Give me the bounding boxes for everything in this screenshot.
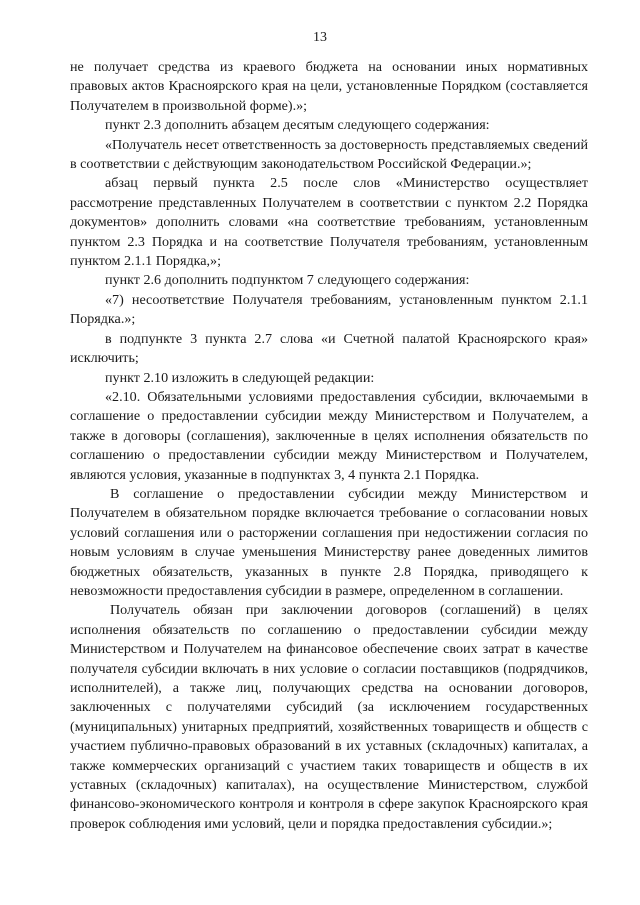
document-body <box>70 58 588 834</box>
page-number: 13 <box>313 30 327 45</box>
paragraph: пункт 2.3 дополнить абзацем десятым следующего содержания: <box>105 117 490 134</box>
paragraph: пункт 2.6 дополнить подпунктом 7 следующего содержания: <box>105 272 470 289</box>
paragraph: В соглашение о предоставлении субсидии между Министерством и Получателем в обязательном порядке включается требование о согласовании новых условий соглашения или о расторжении соглашения при недостижении согласия по новым условиям в случае уменьшения Министерству ранее доведенных лимитов бюджетных обязательств, указанных в пункте 2.8 Порядка, приводящего к невозможности предоставления субсидии в размере, определенном в соглашении. <box>70 485 588 599</box>
paragraph: абзац первый пункта 2.5 после слов «Министерство осуществляет рассмотрение представленных Получателем в соответствии с пунктом 2.2 Порядка документов» дополнить словами «на соответствие требованиям, установленным пунктом 2.3 Порядка и на соответствие Получателя требованиям, установленным пунктом 2.1.1 Порядка,»; <box>70 175 588 270</box>
paragraph: «2.10. Обязательными условиями предоставления субсидии, включаемыми в соглашение о предоставлении субсидии между Министерством и Получателем, а также в договоры (соглашения), заключенные в целях исполнения обязательств по соглашению о предоставлении субсидии между Министерством и Получателем, являются условия, указанные в подпунктах 3, 4 пункта 2.1 Порядка. <box>70 388 588 483</box>
paragraph: «Получатель несет ответственность за достоверность представляемых сведений в соответствии с действующим законодательством Российской Федерации.»; <box>70 136 588 173</box>
paragraph: не получает средства из краевого бюджета на основании иных нормативных правовых актов Красноярского края на цели, установленные Порядком (составляется Получателем в произвольной форме).»; <box>70 59 588 114</box>
paragraph: «7) несоответствие Получателя требованиям, установленным пунктом 2.1.1 Порядка.»; <box>70 291 588 328</box>
paragraph: Получатель обязан при заключении договоров (соглашений) в целях исполнения обязательств по соглашению о предоставлении субсидии между Министерством и Получателем на финансовое обеспечение своих затрат в качестве получателя субсидии включать в них условие о согласии поставщиков (подрядчиков, исполнителей), а также лиц, получающих средства на основании договоров, заключенных с получателями субсидий (за исключением государственных (муниципальных) унитарных предприятий, хозяйственных товариществ и обществ с участием публично-правовых образований в их уставных (складочных) капиталах, а также коммерческих организаций с участием таких товариществ и обществ в их уставных (складочных) капиталах), на осуществление Министерством, службой финансово-экономического контроля и контроля в сфере закупок Красноярского края проверок соблюдения ими условий, цели и порядка предоставления субсидии.»; <box>70 602 588 832</box>
paragraph: в подпункте 3 пункта 2.7 слова «и Счетной палатой Красноярского края» исключить; <box>70 330 588 367</box>
paragraph: пункт 2.10 изложить в следующей редакции: <box>105 369 375 386</box>
